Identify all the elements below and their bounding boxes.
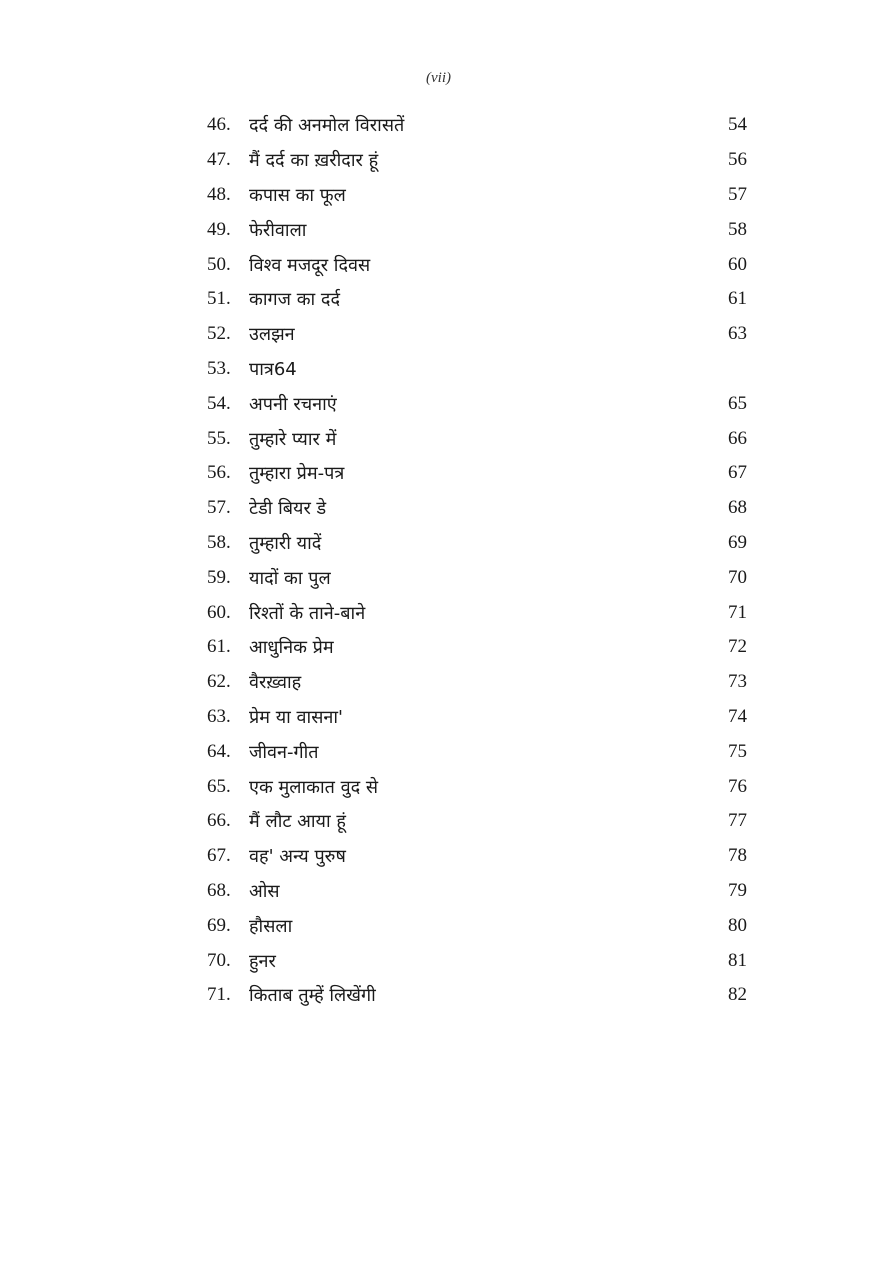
toc-entry-page: 70 (728, 566, 747, 588)
toc-entry (207, 317, 747, 352)
toc-entry-title: प्रेम या वासना' (249, 706, 343, 728)
toc-entry-page: 74 (728, 705, 747, 727)
toc-entry (207, 282, 747, 317)
toc-entry-number: 62. (207, 671, 231, 693)
toc-entry (207, 386, 747, 421)
toc-entry (207, 421, 747, 456)
toc-entry-title: एक मुलाकात वुद से (249, 776, 379, 798)
toc-entry (207, 943, 747, 978)
toc-entry-title: तुम्हारा प्रेम-पत्र (249, 463, 345, 485)
toc-entry-title: जीवन-गीत (249, 741, 319, 763)
toc-entry (207, 526, 747, 561)
toc-entry-title: तुम्हारे प्यार में (249, 428, 337, 450)
toc-entry-page: 67 (728, 462, 747, 484)
table-of-contents (207, 108, 747, 1013)
toc-entry-number: 63. (207, 705, 231, 727)
toc-entry-number: 56. (207, 462, 231, 484)
toc-entry-number: 49. (207, 218, 231, 240)
toc-entry-page: 76 (728, 775, 747, 797)
toc-entry (207, 108, 747, 143)
toc-entry (207, 908, 747, 943)
toc-entry-title: दर्द की अनमोल विरासतें (249, 115, 405, 137)
toc-entry (207, 665, 747, 700)
toc-entry-title: कागज का दर्द (249, 289, 341, 311)
toc-entry-page: 79 (728, 879, 747, 901)
toc-entry (207, 769, 747, 804)
toc-entry (207, 700, 747, 735)
toc-entry-number: 71. (207, 984, 231, 1006)
toc-entry (207, 874, 747, 909)
toc-entry-page: 60 (728, 253, 747, 275)
toc-entry-number: 67. (207, 845, 231, 867)
toc-entry (207, 212, 747, 247)
toc-entry-title: यादों का पुल (249, 567, 331, 589)
toc-entry (207, 143, 747, 178)
toc-entry-number: 46. (207, 114, 231, 136)
toc-entry-title: उलझन (249, 324, 295, 346)
toc-entry-page: 77 (728, 810, 747, 832)
toc-entry-title: आधुनिक प्रेम (249, 637, 334, 659)
toc-entry (207, 247, 747, 282)
toc-entry-page: 65 (728, 392, 747, 414)
toc-entry-title: हौसला (249, 915, 293, 937)
toc-entry-number: 68. (207, 879, 231, 901)
toc-entry (207, 560, 747, 595)
toc-entry-title: अपनी रचनाएं (249, 393, 337, 415)
toc-entry-page: 73 (728, 671, 747, 693)
toc-entry (207, 804, 747, 839)
toc-entry (207, 456, 747, 491)
toc-entry-number: 70. (207, 949, 231, 971)
toc-entry-number: 47. (207, 149, 231, 171)
page-number: (vii) (426, 70, 451, 86)
toc-entry-number: 51. (207, 288, 231, 310)
toc-entry-title: रिश्तों के ताने-बाने (249, 602, 366, 624)
toc-entry-title: फेरीवाला (249, 219, 307, 241)
toc-entry-page: 66 (728, 427, 747, 449)
toc-entry-title: ओस (249, 880, 280, 902)
toc-entry-number: 48. (207, 183, 231, 205)
toc-entry-number: 64. (207, 740, 231, 762)
toc-entry-page: 78 (728, 845, 747, 867)
toc-entry (207, 839, 747, 874)
toc-entry-number: 50. (207, 253, 231, 275)
toc-entry-page: 56 (728, 149, 747, 171)
toc-entry-number: 58. (207, 531, 231, 553)
toc-entry-number: 66. (207, 810, 231, 832)
toc-entry-number: 52. (207, 323, 231, 345)
toc-entry-title: पात्र64 (249, 358, 297, 380)
toc-entry-page: 57 (728, 183, 747, 205)
toc-entry-number: 59. (207, 566, 231, 588)
toc-entry-title: मैं लौट आया हूं (249, 811, 346, 833)
toc-entry-number: 54. (207, 392, 231, 414)
toc-entry-title: टेडी बियर डे (249, 498, 327, 520)
toc-entry (207, 352, 747, 387)
toc-entry-number: 57. (207, 497, 231, 519)
toc-entry-page: 69 (728, 531, 747, 553)
toc-entry-page: 58 (728, 218, 747, 240)
toc-entry-number: 69. (207, 914, 231, 936)
toc-entry-page: 54 (728, 114, 747, 136)
toc-entry (207, 734, 747, 769)
toc-entry (207, 491, 747, 526)
toc-entry-page: 82 (728, 984, 747, 1006)
toc-entry-page: 80 (728, 914, 747, 936)
toc-entry-page: 61 (728, 288, 747, 310)
toc-entry-number: 65. (207, 775, 231, 797)
toc-entry-number: 60. (207, 601, 231, 623)
toc-entry (207, 630, 747, 665)
toc-entry (207, 178, 747, 213)
toc-entry-page: 71 (728, 601, 747, 623)
toc-entry-title: कपास का फूल (249, 184, 346, 206)
toc-entry-title: मैं दर्द का ख़रीदार हूं (249, 150, 379, 172)
toc-entry-title: हुनर (249, 950, 276, 972)
toc-entry-page: 75 (728, 740, 747, 762)
toc-entry-page: 72 (728, 636, 747, 658)
toc-entry-number: 61. (207, 636, 231, 658)
toc-entry-number: 55. (207, 427, 231, 449)
toc-entry (207, 978, 747, 1013)
toc-entry-title: विश्व मजदूर दिवस (249, 254, 371, 276)
toc-entry-title: तुम्हारी यादें (249, 532, 322, 554)
toc-entry-title: वैरख़्वाह (249, 672, 302, 694)
toc-entry-page: 68 (728, 497, 747, 519)
toc-entry-page: 81 (728, 949, 747, 971)
toc-entry (207, 595, 747, 630)
toc-entry-title: वह' अन्य पुरुष (249, 846, 346, 868)
toc-entry-title: किताब तुम्हें लिखेंगी (249, 985, 376, 1007)
toc-entry-page: 63 (728, 323, 747, 345)
toc-entry-number: 53. (207, 357, 231, 379)
